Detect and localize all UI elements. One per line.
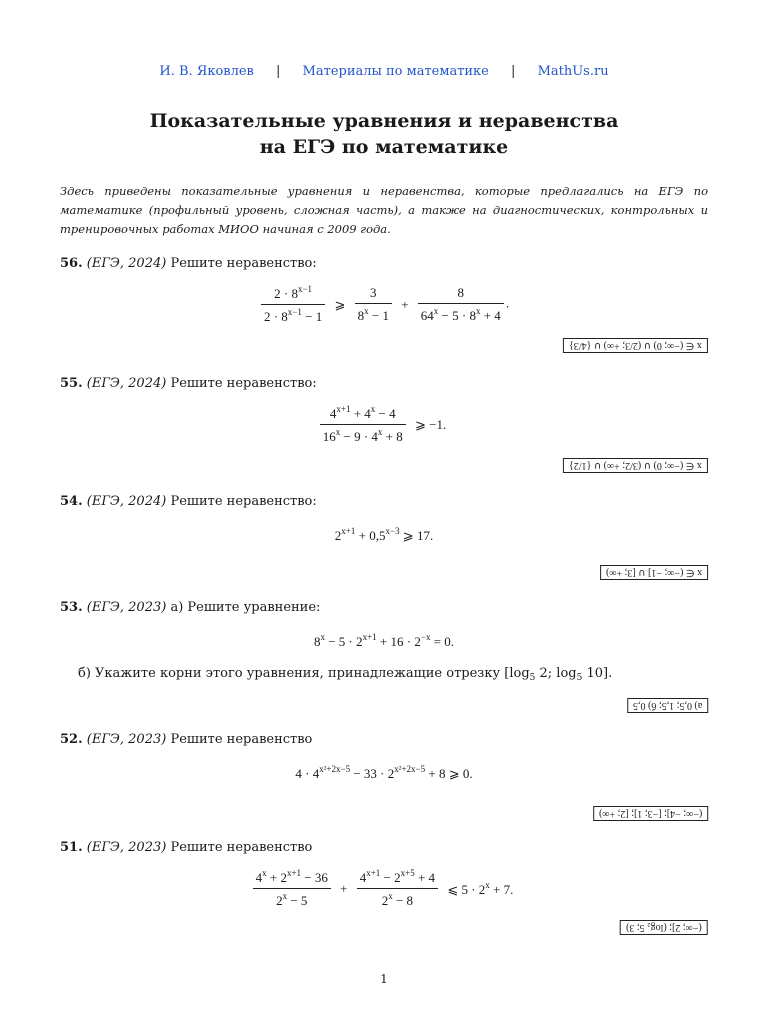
problem-task: Решите неравенство [170, 732, 313, 747]
problem-formula: $4 \cdot 4^{x^2+2x-5} - 33 \cdot 2^{x^2+2x-5} + 8$ ⩾ 0. [295, 764, 473, 781]
problem-formula: $2^{x+1} + 0,5^{x-3}$ ⩾ 17. [334, 526, 434, 543]
problem-number: 55. [60, 376, 83, 391]
title-line-2: на ЕГЭ по математике [259, 136, 509, 158]
page-number: 1 [380, 972, 388, 986]
answer-box: а) 0,5; 1,5; б) 0,5 [627, 698, 708, 713]
problem-number: 54. [60, 494, 83, 509]
answer-box: x ∈ (−∞; 0) ∪ (2/3; +∞) ∪ {4/3} [563, 338, 708, 353]
answer-box: x ∈ (−∞; 0) ∪ (3/2; +∞) ∪ {1/2} [563, 458, 708, 473]
title-line-1: Показательные уравнения и неравенства [149, 110, 619, 132]
problem-number: 51. [60, 840, 83, 855]
problem-task: Решите неравенство: [170, 256, 317, 271]
problem-source: (ЕГЭ, 2024) [86, 376, 167, 391]
problem-51 [60, 840, 708, 940]
problem-formula: $\frac{4^x + 2^{x+1} - 36}{2^x - 5}$ + $\frac{4^{x+1} - 2^{x+5} + 4}{2^x - 8}$ ⩽ $5 \cdot 2^x + 7$. [60, 868, 708, 909]
problem-source: (ЕГЭ, 2023) [86, 732, 167, 747]
problem-56 [60, 256, 708, 356]
problem-task: а) Решите уравнение: [170, 600, 321, 615]
author-link[interactable]: И. В. Яковлев [159, 64, 254, 79]
page-title [0, 108, 768, 160]
site-link[interactable]: MathUs.ru [537, 64, 609, 79]
problem-task: Решите неравенство [170, 840, 313, 855]
intro-paragraph: Здесь приведены показательные уравнения и неравенства, которые предлагались на ЕГЭ по математике (профильный уровень, сложная часть), а также на диагностических, контрольных и тренировочных работах МИОО начиная с 2009 года. [60, 184, 708, 236]
problem-subtask: б) Укажите корни этого уравнения, принадлежащие отрезку [$\log_5$ 2; $\log_5 10$]. [78, 666, 613, 683]
problem-source: (ЕГЭ, 2024) [86, 494, 167, 509]
problem-53 [60, 600, 708, 720]
problem-formula: $\frac{4^{x+1} + 4^x - 4}{16^x - 9 \cdot 4^x + 8}$ ⩾ −1. [60, 404, 708, 445]
problem-source: (ЕГЭ, 2023) [86, 840, 167, 855]
answer-box: (−∞; 2]; (log₂ 5; 3) [620, 920, 708, 935]
problem-task: Решите неравенство: [170, 376, 317, 391]
problem-source: (ЕГЭ, 2023) [86, 600, 167, 615]
header-separator: | [511, 64, 516, 79]
answer-box: x ∈ (−∞; −1] ∪ [3; +∞) [600, 565, 708, 580]
problem-number: 53. [60, 600, 83, 615]
page-header [0, 64, 768, 79]
problem-number: 56. [60, 256, 83, 271]
problem-task: Решите неравенство: [170, 494, 317, 509]
problem-number: 52. [60, 732, 83, 747]
problem-52 [60, 732, 708, 822]
problem-source: (ЕГЭ, 2024) [86, 256, 167, 271]
problem-formula: $\frac{2 \cdot 8^{x-1}}{2 \cdot 8^{x-1} - 1}$ ⩾ $\frac{3}{8^x - 1}$ + $\frac{8}{64^x - 5 \cdot 8^x + 4}$ . [60, 284, 708, 325]
answer-box: (−∞; −4]; [−3; 1]; [2; +∞) [593, 806, 708, 821]
header-separator: | [276, 64, 281, 79]
problem-formula: $8^x - 5 \cdot 2^{x+1} + 16 \cdot 2^{-x} = 0$. [313, 632, 455, 649]
materials-link[interactable]: Материалы по математике [302, 64, 489, 79]
problem-54 [60, 494, 708, 584]
problem-55 [60, 376, 708, 476]
